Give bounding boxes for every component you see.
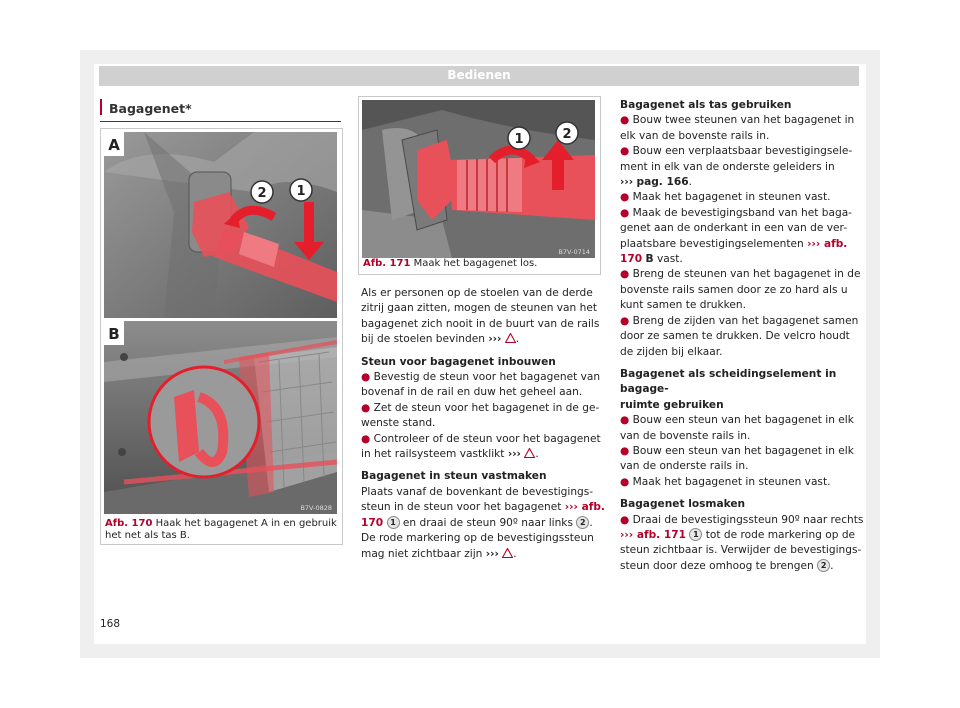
text-line: Als er personen op de stoelen van de derde [361, 287, 593, 299]
figure-170-caption [105, 518, 338, 542]
arrow-icon: ››› [507, 448, 521, 461]
text-line: steun zichtbaar is. Verwijder de bevestigings- [620, 544, 862, 557]
panel-b-label: B [108, 325, 120, 343]
text-line: door ze samen te drukken. De velcro houdt [620, 330, 850, 343]
text-line: Maak het bagagenet in steunen vast. [632, 475, 831, 488]
callout-number: 2 [817, 559, 830, 572]
list-item: ● Bouw een verplaatsbaar bevestigingsele- ment in elk van de onderste geleiders in ››› pag. 166. [620, 145, 853, 189]
caption-line: het net als tas B. [105, 530, 190, 541]
text-line: plaatsbare bevestigingselementen [620, 237, 804, 250]
header-bar [99, 66, 859, 86]
list-item: ● Zet de steun voor het bagagenet in de ge- wenste stand. [361, 401, 600, 430]
text-line: Maak het bagagenet in steunen vast. [632, 191, 831, 204]
figure-reference-link[interactable]: ››› afb. 170 [361, 501, 605, 529]
warning-icon [505, 333, 516, 343]
page-number: 168 [100, 618, 121, 630]
callout-number: 2 [576, 516, 589, 529]
text-line: Breng de steunen van het bagagenet in de [632, 268, 861, 281]
callout-2: 2 [257, 186, 267, 201]
caption-line: Maak het bagagenet los. [413, 258, 538, 269]
text-line: elk van de bovenste rails in. [620, 129, 770, 142]
figure-171 [358, 96, 601, 275]
title-accent-mark [100, 99, 102, 115]
warning-icon [502, 548, 513, 558]
callout-number: 1 [689, 528, 702, 541]
text-line: bovenste rails samen door ze zo hard als u [620, 283, 848, 296]
text-line: Bevestig de steun voor het bagagenet van [373, 371, 601, 384]
text-line: bovenaf in de rail en duw het geheel aan. [361, 386, 583, 399]
text-line: Bouw een verplaatsbaar bevestigingsele- [632, 145, 853, 158]
text-line: bagagenet zich nooit in de buurt van de rails [361, 317, 600, 330]
text-line: bij de stoelen bevinden [361, 333, 485, 346]
text-line: Maak de bevestigingsband van het baga- [632, 206, 853, 219]
text-line: De rode markering op de bevestigingssteun [361, 532, 594, 545]
text-line: van de onderste rails in. [620, 460, 749, 473]
text-line: genet aan de onderkant in een van de ver- [620, 222, 848, 235]
section-title-rule [100, 121, 341, 122]
list-item: ● Controleer of de steun voor het bagagenet in het railsysteem vastklikt ››› . [361, 432, 601, 461]
heading-install: Steun voor bagagenet inbouwen [361, 355, 556, 368]
text-line: mag niet zichtbaar zijn [361, 547, 483, 560]
text-line: steun door deze omhoog te brengen [620, 559, 814, 572]
list-item: ● Breng de steunen van het bagagenet in de bovenste rails samen door ze zo hard als u kunt samen te drukken. [620, 268, 861, 312]
warning-icon [524, 448, 535, 458]
list-item: ● Bouw een steun van het bagagenet in elk van de bovenste rails in. [620, 414, 854, 442]
list-item: ● Bouw een steun van het bagagenet in elk van de onderste rails in. [620, 444, 854, 473]
text-line: vast. [656, 253, 683, 266]
panel-letter: B [645, 253, 654, 266]
heading-release: Bagagenet losmaken [620, 498, 746, 511]
column-right [620, 98, 865, 574]
text-line: de zijden bij elkaar. [620, 345, 723, 358]
figure-number: Afb. 171 [363, 258, 411, 269]
text-line: Bouw een steun van het bagagenet in elk [632, 444, 854, 457]
heading-attach: Bagagenet in steun vastmaken [361, 470, 547, 483]
text-line: Plaats vanaf de bovenkant de bevestigings- [361, 485, 594, 498]
text-line: wenste stand. [361, 417, 436, 430]
figure-number: Afb. 170 [105, 518, 153, 529]
list-item: ● Draai de bevestigingssteun 90º naar rechts ››› afb. 171 1 tot de rode markering op de steun zichtbaar is. Verwijder de bevestigings- steun door deze omhoog te brengen 2 . [620, 513, 864, 572]
text-line: Breng de zijden van het bagagenet samen [632, 314, 859, 327]
list-item: ● Maak de bevestigingsband van het baga- genet aan de onderkant in een van de ver- plaatsbare bevestigingselementen ››› afb. 170 B vast. [620, 206, 853, 266]
text-line: Zet de steun voor het bagagenet in de ge- [373, 401, 600, 414]
panel-a-label: A [108, 136, 120, 154]
arrow-icon: ››› [485, 547, 499, 560]
text-line: Bouw twee steunen van het bagagenet in [632, 114, 855, 127]
figure-170-illustration [104, 132, 337, 514]
text-line: Controleer of de steun voor het bagagenet [373, 432, 601, 445]
text-line: zitrij gaan zitten, mogen de steunen van het [361, 302, 598, 315]
arrow-icon: ››› [488, 333, 502, 346]
text-line: in het railsysteem vastklikt [361, 448, 505, 461]
page-reference-link[interactable]: pag. 166 [636, 176, 689, 189]
heading-separator: Bagagenet als scheidingselement in bagage- ruimte gebruiken [620, 367, 837, 411]
callout-2: 2 [562, 127, 572, 142]
section-title: Bagagenet* [109, 101, 192, 116]
list-item: ● Bevestig de steun voor het bagagenet van bovenaf in de rail en duw het geheel aan. [361, 371, 601, 399]
heading-bag: Bagagenet als tas gebruiken [620, 99, 792, 111]
chapter-title: Bedienen [447, 68, 511, 82]
text-line: steun in de steun voor het bagagenet [361, 501, 562, 514]
text-line: Bouw een steun van het bagagenet in elk [632, 414, 854, 427]
figure-reference-link[interactable]: ››› afb. 170 [620, 237, 848, 266]
caption-line: Haak het bagagenet A in en gebruik [155, 518, 337, 529]
arrow-icon: ››› [620, 176, 634, 189]
callout-1: 1 [514, 132, 524, 147]
list-item: ● Maak het bagagenet in steunen vast. [620, 475, 831, 488]
callout-number: 1 [387, 516, 400, 529]
text-line: en draai de steun 90º naar links [402, 516, 573, 529]
callout-1: 1 [296, 184, 306, 199]
paragraph-attach: Plaats vanaf de bovenkant de bevestigings- steun in de steun voor het bagagenet ››› afb. 170 1 en draai de steun 90º naar links 2 . De rode markering op de bevestigingssteun mag niet zichtbaar zijn ››› . [361, 485, 605, 560]
text-line: ment in elk van de onderste geleiders in [620, 160, 835, 173]
list-item: ● Bouw twee steunen van het bagagenet in elk van de bovenste rails in. [620, 114, 855, 142]
text-line: tot de rode markering op de [705, 528, 856, 541]
figure-171-caption [363, 258, 596, 270]
column-middle [361, 286, 606, 562]
text-line: van de bovenste rails in. [620, 429, 751, 442]
figure-code: B7V-0828 [300, 504, 332, 512]
text-line: kunt samen te drukken. [620, 299, 747, 312]
figure-171-illustration [362, 100, 595, 258]
figure-170 [100, 128, 343, 545]
paragraph-intro: Als er personen op de stoelen van de derde zitrij gaan zitten, mogen de steunen van het bagagenet zich nooit in de buurt van de rails bij de stoelen bevinden ››› . [361, 287, 600, 346]
figure-reference-link[interactable]: ››› afb. 171 [620, 528, 686, 541]
list-item: ● Breng de zijden van het bagagenet samen door ze samen te drukken. De velcro houdt de zijden bij elkaar. [620, 314, 859, 358]
figure-code: B7V-0714 [558, 248, 590, 256]
text-line: Draai de bevestigingssteun 90º naar rechts [632, 513, 864, 526]
list-item: ● Maak het bagagenet in steunen vast. [620, 191, 831, 204]
